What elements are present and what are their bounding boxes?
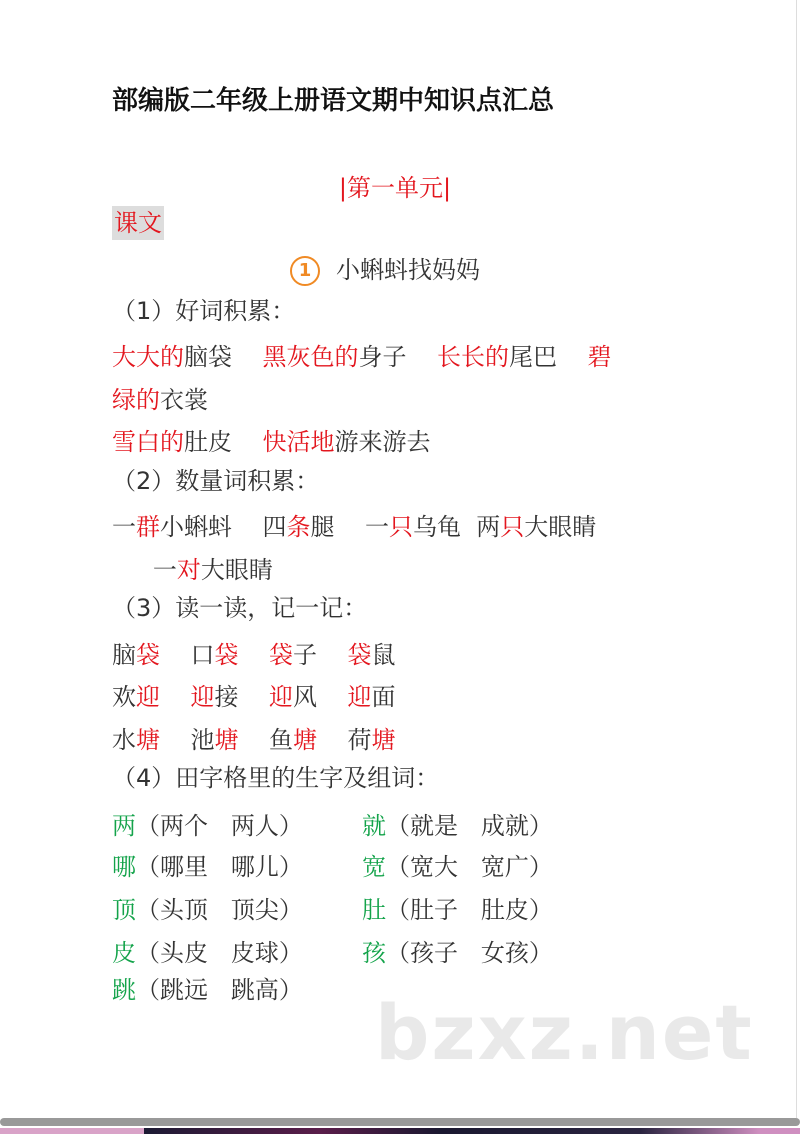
- watermark: bzxz.net: [375, 988, 754, 1077]
- character-words: （头顶 顶尖）: [136, 896, 303, 924]
- highlight-text: 塘: [136, 726, 160, 754]
- text-segment: 面: [371, 683, 396, 711]
- character-words: （宽大 宽广）: [386, 853, 553, 881]
- highlight-text: 迎: [347, 683, 372, 711]
- character-entry: [112, 811, 303, 841]
- character-words: （两个 两人）: [136, 812, 303, 840]
- new-character: 顶: [112, 896, 136, 924]
- character-entry: [112, 895, 303, 925]
- text-segment: 小蝌蚪 四: [160, 513, 287, 541]
- text-segment: 口: [160, 641, 215, 669]
- text-line: [112, 296, 295, 326]
- text-segment: 一: [130, 556, 177, 584]
- character-entry: [112, 852, 303, 882]
- text-segment: 游来游去: [334, 428, 431, 456]
- highlight-text: 碧: [587, 343, 612, 371]
- text-segment: 大眼睛: [524, 513, 597, 541]
- text-segment: 大眼睛: [200, 556, 273, 584]
- text-segment: （4）田字格里的生字及组词：: [112, 764, 440, 792]
- character-words: （哪里 哪儿）: [136, 853, 303, 881]
- highlight-text: 塘: [371, 726, 396, 754]
- highlight-text: 对: [176, 556, 201, 584]
- highlight-text: 塘: [214, 726, 239, 754]
- text-segment: 脑袋: [184, 343, 263, 371]
- lesson-name: 小蝌蚪找妈妈: [336, 256, 480, 284]
- highlight-text: 塘: [293, 726, 318, 754]
- text-segment: 接: [214, 683, 270, 711]
- lesson-title: [290, 255, 480, 286]
- text-line: [112, 763, 439, 793]
- highlight-text: 大大的: [112, 343, 184, 371]
- taskbar-strip: [0, 1128, 800, 1134]
- text-segment: 脑: [112, 641, 136, 669]
- text-line: [112, 593, 367, 623]
- character-entry: [362, 852, 553, 882]
- horizontal-scrollbar[interactable]: [0, 1118, 800, 1126]
- text-line: [112, 682, 396, 712]
- highlight-text: 袋: [136, 641, 160, 669]
- text-segment: 衣裳: [160, 386, 208, 414]
- lesson-number-badge: 1: [290, 256, 320, 286]
- highlight-text: 迎: [136, 683, 160, 711]
- text-segment: 风: [293, 683, 348, 711]
- text-segment: 子: [293, 641, 348, 669]
- character-words: （就是 成就）: [386, 812, 553, 840]
- text-segment: 池: [160, 726, 215, 754]
- text-segment: 乌龟 两: [413, 513, 501, 541]
- text-line: [112, 725, 396, 755]
- text-segment: 肚皮: [184, 428, 263, 456]
- highlight-text: 袋: [347, 641, 372, 669]
- text-segment: 荷: [317, 726, 372, 754]
- text-segment: 身子: [358, 343, 438, 371]
- section-label: 课文: [112, 206, 164, 240]
- character-entry: [362, 938, 553, 968]
- new-character: 跳: [112, 976, 136, 1004]
- highlight-text: 条: [286, 513, 311, 541]
- new-character: 肚: [362, 896, 386, 924]
- new-character: 两: [112, 812, 136, 840]
- text-segment: 鼠: [371, 641, 396, 669]
- document-title: 部编版二年级上册语文期中知识点汇总: [112, 86, 555, 116]
- text-segment: 水: [112, 726, 136, 754]
- highlight-text: 黑灰色的: [262, 343, 359, 371]
- character-words: （孩子 女孩）: [386, 939, 553, 967]
- new-character: 就: [362, 812, 386, 840]
- character-words: （跳远 跳高）: [136, 976, 303, 1004]
- text-line: [130, 555, 273, 585]
- text-segment: 鱼: [238, 726, 294, 754]
- text-line: [112, 512, 596, 542]
- new-character: 皮: [112, 939, 136, 967]
- highlight-text: 绿的: [112, 386, 160, 414]
- character-entry: [112, 938, 303, 968]
- character-entry: [362, 895, 553, 925]
- highlight-text: 群: [136, 513, 160, 541]
- character-words: （头皮 皮球）: [136, 939, 303, 967]
- highlight-text: 雪白的: [112, 428, 184, 456]
- text-line: [112, 342, 612, 372]
- text-segment: （2）数量词积累：: [112, 467, 320, 495]
- highlight-text: 快活地: [262, 428, 335, 456]
- highlight-text: 迎: [269, 683, 294, 711]
- highlight-text: 长长的: [437, 343, 510, 371]
- text-segment: （1）好词积累：: [112, 297, 296, 325]
- highlight-text: 袋: [269, 641, 294, 669]
- text-line: [112, 385, 208, 415]
- character-entry: [362, 811, 553, 841]
- character-words: （肚子 肚皮）: [386, 896, 553, 924]
- highlight-text: 只: [500, 513, 525, 541]
- text-line: [112, 640, 396, 670]
- new-character: 哪: [112, 853, 136, 881]
- text-segment: [160, 683, 191, 711]
- text-segment: 一: [112, 513, 136, 541]
- character-entry: [112, 975, 303, 1005]
- highlight-text: 只: [389, 513, 414, 541]
- text-segment: [239, 641, 270, 669]
- text-segment: 尾巴: [509, 343, 588, 371]
- text-segment: 欢: [112, 683, 136, 711]
- text-segment: 腿 一: [310, 513, 390, 541]
- highlight-text: 袋: [214, 641, 239, 669]
- text-segment: （3）读一读，记一记：: [112, 594, 368, 622]
- highlight-text: 迎: [190, 683, 215, 711]
- new-character: 宽: [362, 853, 386, 881]
- unit-heading: |第一单元|: [338, 174, 452, 202]
- text-line: [112, 466, 319, 496]
- text-line: [112, 427, 431, 457]
- new-character: 孩: [362, 939, 386, 967]
